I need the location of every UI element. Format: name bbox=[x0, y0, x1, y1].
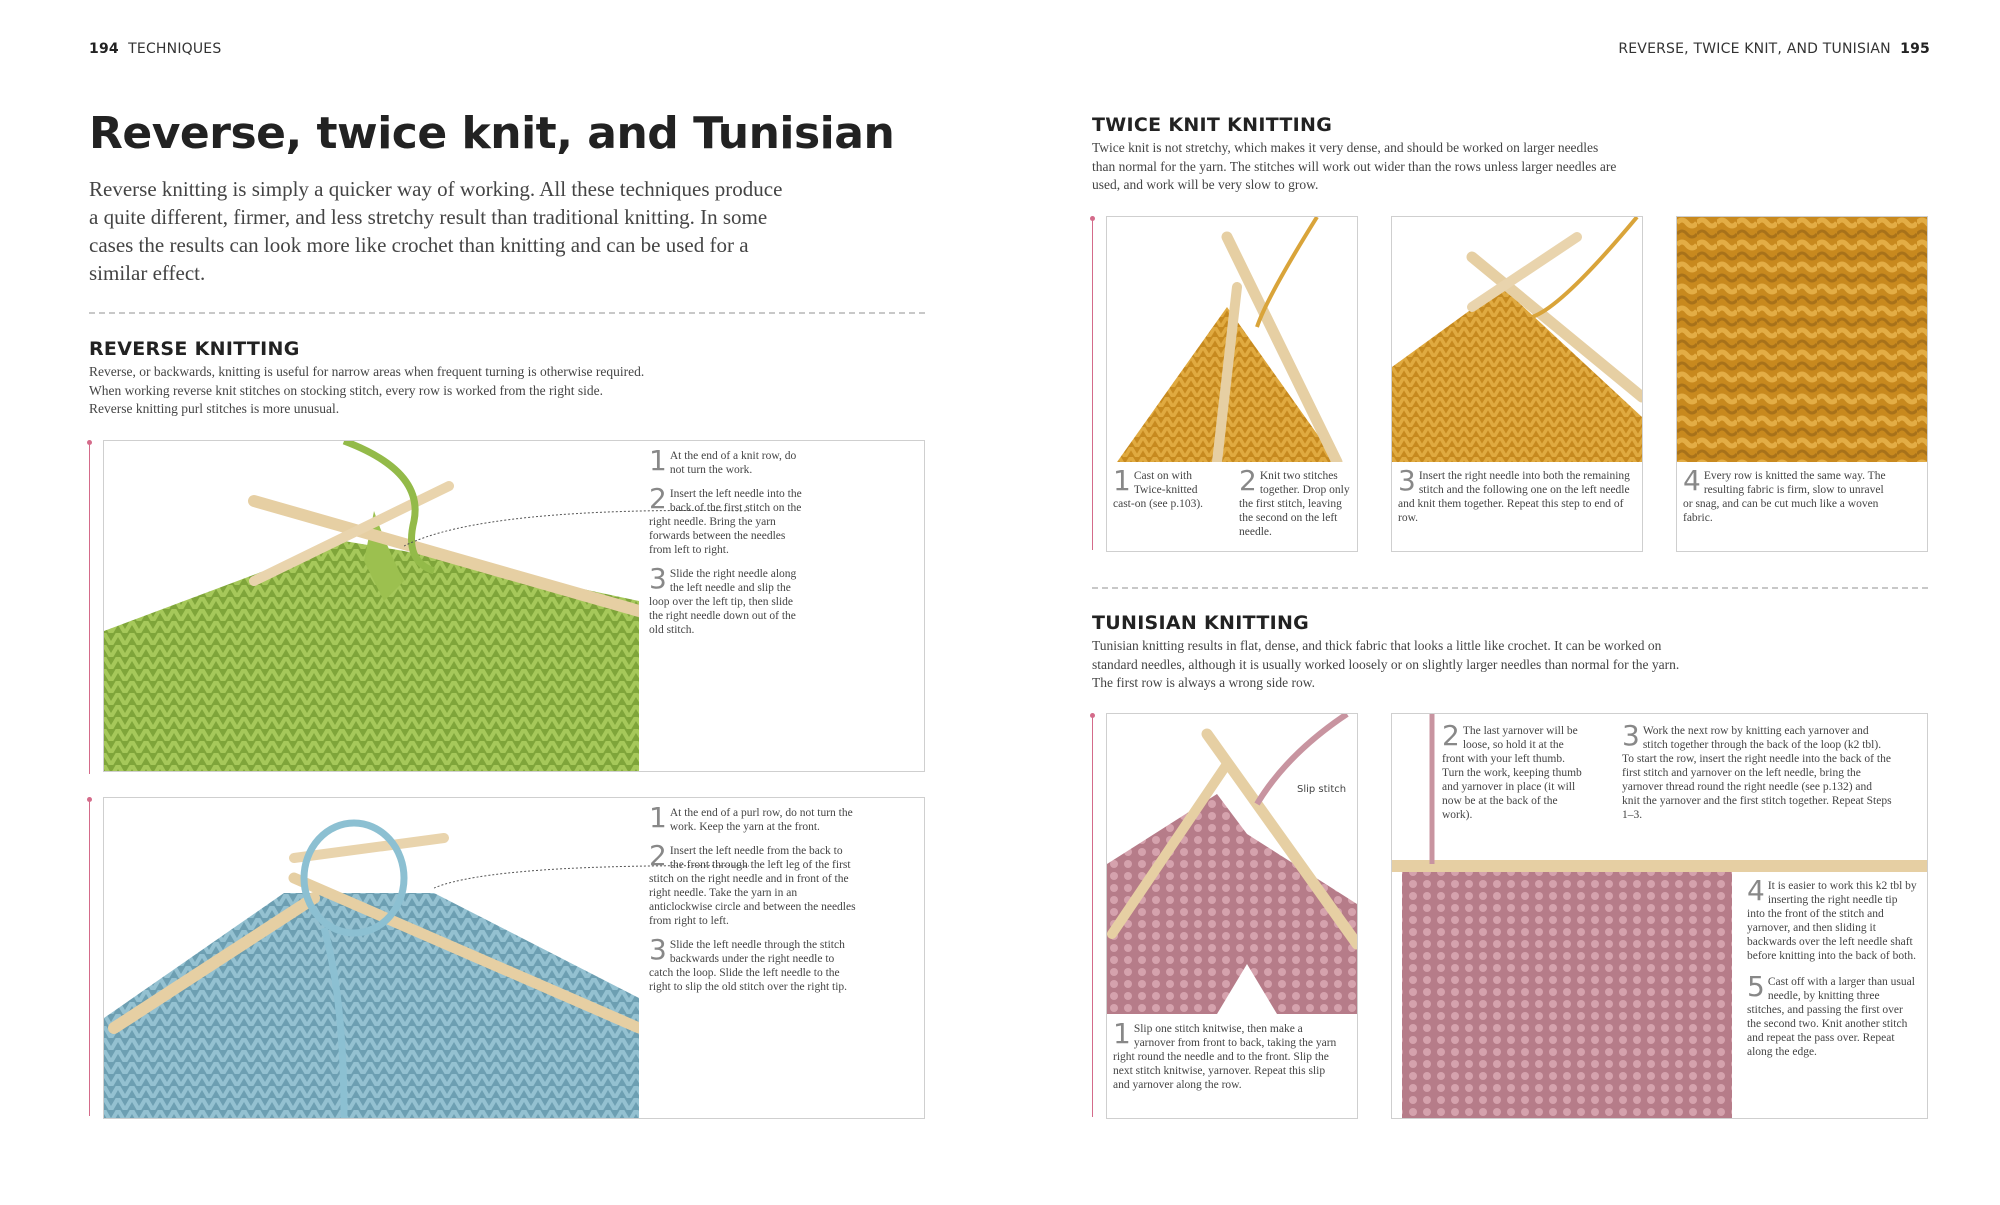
section-name: TECHNIQUES bbox=[128, 41, 222, 57]
section-name: REVERSE, TWICE KNIT, AND TUNISIAN bbox=[1618, 41, 1891, 57]
tunisian-panel-2 bbox=[1391, 713, 1928, 1119]
green-knitting-photo bbox=[104, 441, 639, 771]
section-divider bbox=[89, 312, 925, 314]
yarn-strand bbox=[1422, 714, 1442, 864]
step-4: 4 Every row is knitted the same way. The resulting fabric is firm, slow to unravel or snag, and can be cut much like a woven fabric. bbox=[1683, 464, 1886, 524]
tunisian-body: Tunisian knitting results in flat, dense, and thick fabric that looks a little like crochet. It can be worked on standard needles, although it is usually worked loosely or on slightly larger needles than normal for the yarn. The first row is always a wrong side row. bbox=[1092, 638, 1680, 690]
step-1: 1 Slip one stitch knitwise, then make a yarnover from front to back, taking the yarn right round the needle and to the front. Slip the next stitch knitwise, yarnover. Repeat this slip and yarnover along the row. bbox=[1113, 1017, 1337, 1091]
twice-knit-panel-1 bbox=[1106, 216, 1358, 552]
accent-line bbox=[89, 444, 90, 774]
intro-paragraph: Reverse knitting is simply a quicker way of working. All these techniques produce a quite different, firmer, and less stretchy result than traditional knitting. In some cases the results can look more like crochet than knitting and can be used for a similar effect. bbox=[89, 177, 783, 285]
blue-knitting-photo bbox=[104, 798, 639, 1118]
running-header-right bbox=[1618, 41, 1930, 57]
accent-line bbox=[1092, 220, 1093, 550]
step-2: 2 Insert the left needle from the back to the front through the left leg of the first stitch on the right needle and in front of the right needle. Take the yarn in an anticlockwise circle and between the needles from right to left. bbox=[649, 839, 856, 927]
pink-knitting-photo bbox=[1107, 714, 1357, 1014]
step-1: 1 At the end of a knit row, do not turn the work. bbox=[649, 444, 797, 477]
accent-line bbox=[89, 801, 90, 1116]
running-header-left bbox=[89, 41, 221, 57]
accent-line bbox=[1092, 717, 1093, 1117]
step-1: 1 Cast on with Twice-knitted cast-on (see p.103). bbox=[1113, 464, 1204, 510]
reverse-body: Reverse, or backwards, knitting is useful for narrow areas when frequent turning is otherwise required. When working reverse knit stitches on stocking stitch, every row is worked from the right side. Reverse knitting purl stitches is more unusual. bbox=[89, 364, 645, 416]
reverse-heading: REVERSE KNITTING bbox=[89, 338, 300, 360]
twice-knit-heading: TWICE KNIT KNITTING bbox=[1092, 114, 1333, 136]
step-5: 5 Cast off with a larger than usual needle, by knitting three stitches, and passing the first over the second two. Knit another stitch and repeat the pass over. Repeat along the edge. bbox=[1747, 970, 1915, 1058]
reverse-knit-panel bbox=[103, 440, 925, 772]
step-1: 1 At the end of a purl row, do not turn the work. Keep the yarn at the front. bbox=[649, 801, 853, 834]
mustard-knitting-photo bbox=[1107, 217, 1357, 462]
mustard-knitting-photo bbox=[1392, 217, 1642, 462]
step-3: 3 Insert the right needle into both the remaining stitch and the following one on the left needle and knit them together. Repeat this step to end of row. bbox=[1398, 464, 1630, 524]
twice-knit-fabric-photo bbox=[1677, 217, 1927, 462]
tunisian-heading: TUNISIAN KNITTING bbox=[1092, 612, 1310, 634]
twice-knit-panel-2 bbox=[1391, 216, 1643, 552]
slip-stitch-label: Slip stitch bbox=[1297, 784, 1347, 795]
step-2: 2 Insert the left needle into the back of the first stitch on the right needle. Bring the yarn forwards between the needles from left to right. bbox=[649, 482, 802, 556]
step-3: 3 Slide the right needle along the left needle and slip the loop over the left tip, then slide the right needle down out of the old stitch. bbox=[649, 562, 797, 636]
step-3: 3 Work the next row by knitting each yarnover and stitch together through the back of the loop (k2 tbl). To start the row, insert the right needle into the back of the first stitch and yarnover on the left needle, bring the yarnover thread round the right needle (see p.132) and knit the yarnover and the first stitch together. Repeat Steps 1–3. bbox=[1622, 719, 1892, 821]
step-2: 2 Knit two stitches together. Drop only the first stitch, leaving the second on the left needle. bbox=[1239, 464, 1350, 538]
reverse-purl-panel bbox=[103, 797, 925, 1119]
step-3: 3 Slide the left needle through the stitch backwards under the right needle to catch the loop. Slide the left needle to the right to slip the old stitch over the right tip. bbox=[649, 933, 848, 993]
page-number: 195 bbox=[1900, 41, 1930, 57]
step-4: 4 It is easier to work this k2 tbl by inserting the right needle tip into the front of the stitch and yarnover, and then sliding it backwards over the left needle shaft before knitting into the back of both. bbox=[1747, 874, 1917, 962]
tunisian-panel-1 bbox=[1106, 713, 1358, 1119]
twice-knit-panel-3 bbox=[1676, 216, 1928, 552]
step-2: 2 The last yarnover will be loose, so hold it at the front with your left thumb. Turn the work, keeping thumb and yarnover in place (it will now be at the back of the work). bbox=[1442, 719, 1582, 821]
section-divider bbox=[1092, 587, 1928, 589]
page-title: Reverse, twice knit, and Tunisian bbox=[89, 108, 895, 159]
page-number: 194 bbox=[89, 41, 119, 57]
twice-knit-body: Twice knit is not stretchy, which makes it very dense, and should be worked on larger needles than normal for the yarn. The stitches will work out wider than the rows unless larger needles are used, and work will be very slow to grow. bbox=[1092, 140, 1617, 192]
